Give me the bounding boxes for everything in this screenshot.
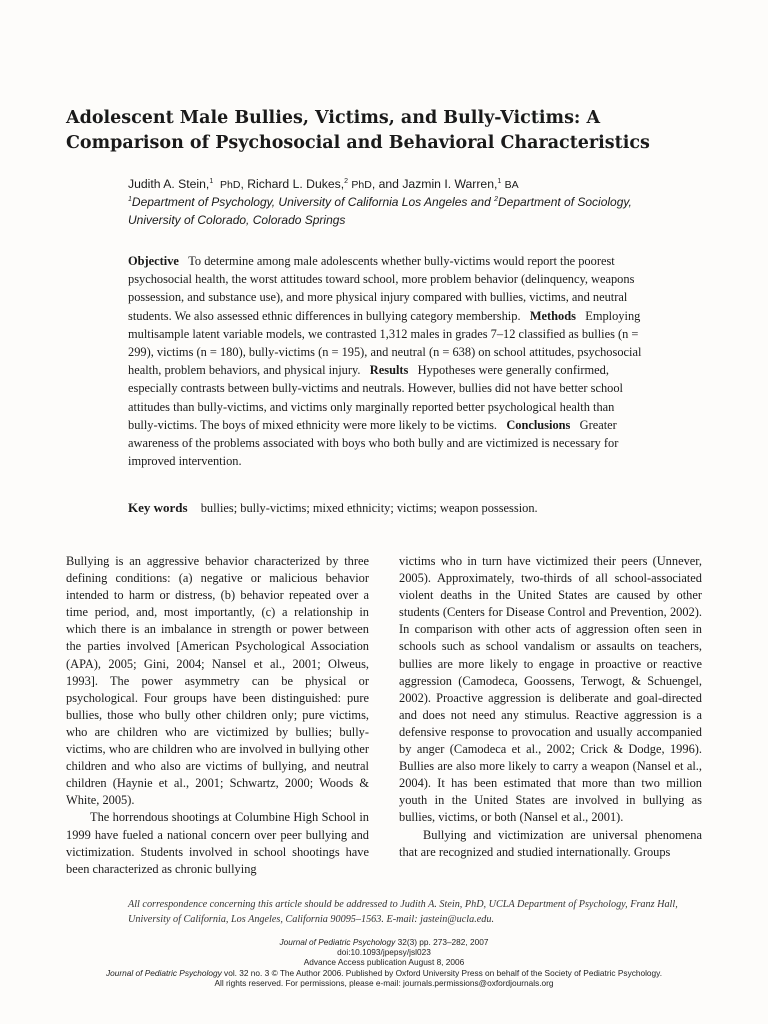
- journal-name: Journal of Pediatric Psychology: [279, 937, 396, 947]
- correspondence-note: All correspondence concerning this article should be addressed to Judith A. Stein, PhD, UCLA Department of Psychology, Franz Hall, University of California, Los Angeles, California 90095–1563. E-mail: jastein@ucla.edu.: [128, 899, 678, 925]
- author-separator: ,: [240, 177, 248, 192]
- conclusions-text: Greater awareness of the problems associated with boys who both bully and are victimized is necessary for improved intervention.: [128, 417, 619, 469]
- author-separator: , and: [371, 177, 403, 192]
- author-name: Richard L. Dukes,: [247, 177, 345, 192]
- affiliation-text: Department of Psychology, University of California Los Angeles and: [131, 195, 495, 209]
- keywords-label: Key words: [128, 500, 188, 515]
- affiliation-marker: 1: [128, 196, 132, 203]
- author-name: Jazmin I. Warren,: [402, 177, 498, 192]
- abstract: [128, 252, 642, 470]
- conclusions-label: Conclusions: [506, 417, 571, 432]
- affiliation-marker: 1: [497, 178, 502, 185]
- author-degree: BA: [504, 179, 519, 192]
- citation-line: [60, 937, 708, 947]
- copyright-text: vol. 32 no. 3 © The Author 2006. Published by Oxford University Press on behalf of the Society of Pediatric Psychology.: [221, 967, 662, 978]
- journal-footer: [60, 937, 708, 988]
- objective-text: To determine among male adolescents whether bully-victims would report the poorest psychosocial health, the worst attitudes toward school, more problem behavior (delinquency, weapons possession, and substance use), and more physical injury compared with bullies, victims, and neutral students. We also assessed ethnic differences in bullying category membership.: [128, 254, 635, 323]
- results-text: Hypotheses were generally confirmed, especially contrasts between bully-victims and neutrals. However, bullies did not have better school attitudes than bully-victims, and victims only marginally reported better psychological health than bully-victims. The boys of mixed ethnicity were more likely to be victims.: [128, 363, 623, 432]
- author-degree: PhD: [220, 179, 241, 192]
- affiliation-marker: 1: [209, 178, 214, 185]
- author-degree: PhD: [351, 179, 372, 192]
- access-line: Advance Access publication August 8, 2006: [303, 957, 465, 968]
- keywords-text: bullies; bully-victims; mixed ethnicity; victims; weapon possession.: [200, 501, 538, 515]
- objective-label: Objective: [128, 254, 179, 268]
- body-column-left: [66, 553, 369, 878]
- article-title: Adolescent Male Bullies, Victims, and Bully-Victims: A Comparison of Psychosocial and Behavioral Characteristics: [66, 108, 650, 153]
- affiliation-marker: 2: [494, 196, 498, 203]
- results-label: Results: [369, 363, 409, 378]
- body-paragraph: Bullying and victimization are universal phenomena that are recognized and studied internationally. Groups: [399, 827, 702, 859]
- journal-name: Journal of Pediatric Psychology: [105, 967, 222, 978]
- methods-label: Methods: [529, 308, 576, 323]
- affiliation-marker: 2: [344, 178, 348, 185]
- body-paragraph: victims who in turn have victimized their peers (Unnever, 2005). Approximately, two-thirds of all school-associated violent deaths in the United States are caused by other students (Centers for Disease Control and Prevention, 2002). In comparison with other acts of aggression often seen in schools such as school vandalism or assaults on teachers, bullies are more likely to engage in proactive or reactive aggression (Camodeca, Goossens, Terwogt, & Schuengel, 2002). Proactive aggression is deliberate and goal-directed and does not need any stimulus. Reactive aggression is a defensive response to provocation and usually accompanied by anger (Camodeca et al., 2002; Crick & Dodge, 1996). Bullies are also more likely to carry a weapon (Nansel et al., 2004). It has been estimated that more than two million youth in the United States are involved in bullying as bullies, victims, or both (Nansel et al., 2001).: [399, 554, 702, 825]
- doi-line: doi:10.1093/jpepsy/jsl023: [337, 947, 431, 958]
- affiliations: [128, 191, 668, 229]
- methods-text: Employing multisample latent variable models, we contrasted 1,312 males in grades 7–12 classified as bullies (n = 299), victims (n = 180), bully-victims (n = 195), and neutral (n = 638) on school attitudes, psychosocial health, problem behaviors, and physical injury.: [128, 308, 642, 378]
- affiliation-text: Department of Sociology, University of Colorado, Colorado Springs: [128, 195, 632, 227]
- rights-line: All rights reserved. For permissions, please e-mail: journals.permissions@oxfordjournals.org: [214, 977, 554, 988]
- body-paragraph: The horrendous shootings at Columbine High School in 1999 have fueled a national concern over peer bullying and victimization. Students involved in school shootings have been characterized as chronic bullying: [66, 810, 369, 876]
- body-column-right: [399, 553, 702, 861]
- keywords: [128, 499, 648, 517]
- body-paragraph: Bullying is an aggressive behavior characterized by three defining conditions: (a) negative or malicious behavior intended to harm or distress, (b) behavior repeated over a time period, and, most importantly, (c) a relationship in which there is an imbalance in strength or power between the parties involved [American Psychological Association (APA), 2005; Gini, 2004; Nansel et al., 2001; Olweus, 1993]. The power asymmetry can be physical or psychological. Four groups have been distinguished: pure bullies, those who bully other children only; pure victims, who are children who are victimized by bullies; bully-victims, who are children who are involved in bullying other children and who also are victims of bullying, and neutral children (Haynie et al., 2001; Schwartz, 2000; Woods & White, 2005).: [66, 554, 369, 808]
- author-name: Judith A. Stein,: [128, 177, 210, 192]
- citation-text: 32(3) pp. 273–282, 2007: [395, 937, 489, 947]
- copyright-line: [60, 968, 708, 978]
